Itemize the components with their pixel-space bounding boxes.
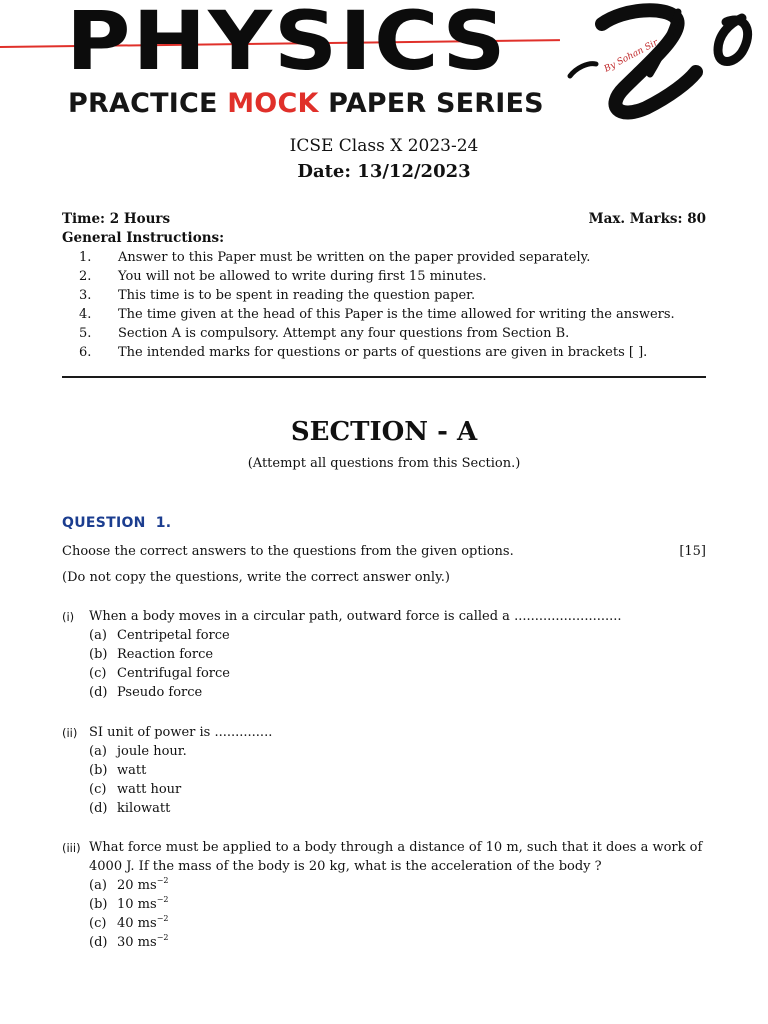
option-label: (a)	[89, 878, 107, 893]
part-text: When a body moves in a circular path, outward force is called a ..........................	[89, 609, 622, 624]
instruction-text: This time is to be spent in reading the question paper.	[118, 288, 476, 303]
options-list	[89, 742, 712, 818]
option-label: (c)	[89, 916, 107, 931]
question-number: 1.	[155, 515, 172, 531]
instructions-title: General Instructions:	[62, 230, 225, 246]
section-subtitle: (Attempt all questions from this Section.)	[247, 456, 521, 471]
instruction-item	[62, 267, 712, 286]
option-label: (a)	[89, 628, 107, 643]
option-exponent: −2	[156, 933, 169, 942]
option-label: (c)	[89, 782, 107, 797]
option-text: Centripetal force	[117, 628, 230, 643]
option-label: (b)	[89, 763, 108, 778]
option-text: Centrifugal force	[117, 666, 230, 681]
option-label: (d)	[89, 801, 108, 816]
instructions-list	[62, 248, 712, 362]
option-label: (b)	[89, 647, 108, 662]
option-item	[89, 876, 712, 895]
option-item	[89, 914, 712, 933]
option-item	[89, 761, 712, 780]
option-item	[89, 799, 712, 818]
option-text: 40 ms	[117, 916, 157, 931]
option-text: Pseudo force	[117, 685, 203, 700]
instruction-item	[62, 286, 712, 305]
instruction-number: 4.	[79, 307, 92, 322]
question-marks: [15]	[679, 544, 706, 559]
exam-time: Time: 2 Hours	[62, 211, 171, 227]
question-note: (Do not copy the questions, write the correct answer only.)	[62, 570, 450, 585]
option-text: kilowatt	[117, 801, 171, 816]
question-part	[62, 838, 712, 952]
option-label: (a)	[89, 744, 107, 759]
option-text: 30 ms	[117, 935, 157, 950]
instruction-text: You will not be allowed to write during first 15 minutes.	[118, 269, 487, 284]
subtitle-part: PRACTICE	[68, 88, 228, 119]
part-label: (iii)	[62, 841, 81, 855]
instruction-item	[62, 248, 712, 267]
instruction-number: 6.	[79, 345, 92, 360]
exam-meta	[62, 211, 706, 229]
option-text: 10 ms	[117, 897, 157, 912]
brand-logo	[566, 2, 756, 122]
option-item	[89, 626, 712, 645]
divider	[62, 376, 706, 378]
option-item	[89, 933, 712, 952]
option-item	[89, 683, 712, 702]
part-text: What force must be applied to a body through a distance of 10 m, such that it does a work of 4000 J. If the mass of the body is 20 kg, what is the acceleration of the body ?	[89, 840, 703, 874]
instruction-item	[62, 324, 712, 343]
question-part	[62, 607, 712, 702]
option-item	[89, 645, 712, 664]
option-label: (d)	[89, 685, 108, 700]
subtitle-part: PAPER SERIES	[318, 88, 544, 119]
option-item	[89, 780, 712, 799]
exam-class: ICSE Class X 2023-24	[289, 136, 479, 156]
option-item	[89, 664, 712, 683]
page-header	[0, 0, 768, 130]
signature-text: By Sohan Sir	[602, 37, 660, 75]
option-text: watt	[117, 763, 147, 778]
part-label: (ii)	[62, 726, 78, 740]
exam-heading	[0, 134, 768, 186]
option-label: (c)	[89, 666, 107, 681]
page-title: PHYSICS	[66, 0, 508, 89]
options-list	[89, 626, 712, 702]
question-heading	[62, 515, 171, 531]
section-title: SECTION - A	[290, 417, 478, 447]
instruction-item	[62, 343, 712, 362]
instruction-text: The time given at the head of this Paper is the time allowed for writing the answers.	[118, 307, 675, 322]
instruction-text: The intended marks for questions or parts of questions are given in brackets [ ].	[118, 345, 648, 360]
instruction-text: Answer to this Paper must be written on the paper provided separately.	[118, 250, 591, 265]
exam-date: Date: 13/12/2023	[297, 161, 471, 182]
question-part	[62, 723, 712, 818]
instruction-number: 2.	[79, 269, 92, 284]
option-item	[89, 895, 712, 914]
options-list	[89, 876, 712, 952]
option-text: watt hour	[117, 782, 182, 797]
option-text: joule hour.	[117, 744, 187, 759]
option-exponent: −2	[156, 914, 169, 923]
option-item	[89, 742, 712, 761]
instruction-item	[62, 305, 712, 324]
question-intro	[62, 543, 706, 561]
part-label: (i)	[62, 610, 75, 624]
option-text: 20 ms	[117, 878, 157, 893]
series-subtitle	[68, 86, 544, 122]
instruction-number: 5.	[79, 326, 92, 341]
part-text: SI unit of power is ..............	[89, 725, 273, 740]
instruction-text: Section A is compulsory. Attempt any four questions from Section B.	[118, 326, 570, 341]
instruction-number: 3.	[79, 288, 92, 303]
option-exponent: −2	[156, 876, 169, 885]
option-label: (b)	[89, 897, 108, 912]
option-exponent: −2	[156, 895, 169, 904]
subtitle-accent: MOCK	[227, 88, 319, 119]
question-intro-text: Choose the correct answers to the questions from the given options.	[62, 544, 514, 559]
option-label: (d)	[89, 935, 108, 950]
exam-max-marks: Max. Marks: 80	[588, 211, 706, 227]
question-label: QUESTION	[62, 515, 146, 531]
instruction-number: 1.	[79, 250, 92, 265]
option-text: Reaction force	[117, 647, 214, 662]
